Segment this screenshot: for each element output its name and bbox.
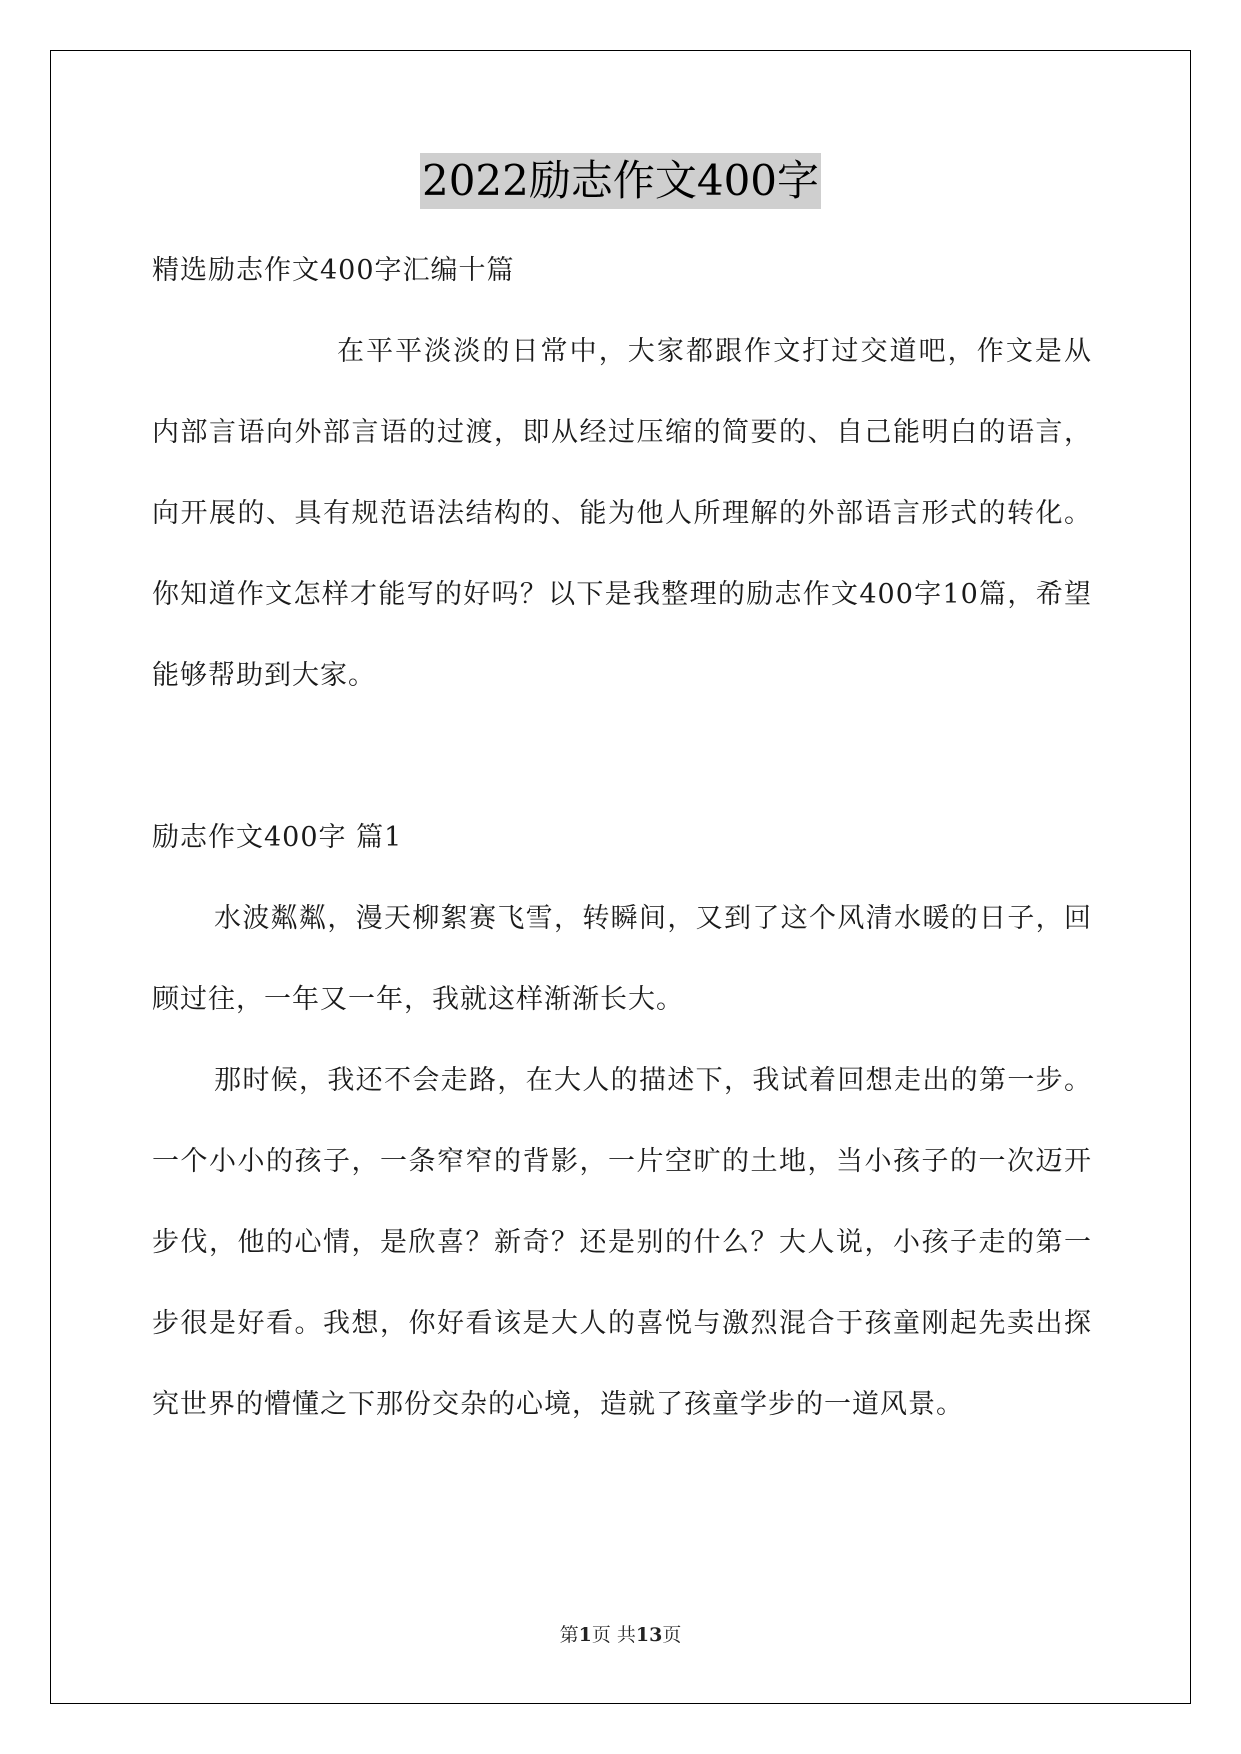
intro-paragraph: 在平平淡淡的日常中，大家都跟作文打过交道吧，作文是从内部言语向外部言语的过渡，即从经过压缩的简要的、自己能明白的语言，向开展的、具有规范语法结构的、能为他人所理解的外部语言形式的转化。你知道作文怎样才能写的好吗？以下是我整理的励志作文400字10篇，希望能够帮助到大家。 [152, 336, 1092, 691]
document-body [152, 230, 1092, 1445]
page-footer [0, 1622, 1241, 1648]
body-paragraph: 水波粼粼，漫天柳絮赛飞雪，转瞬间，又到了这个风清水暖的日子，回顾过往，一年又一年，我就这样渐渐长大。 [152, 903, 1092, 1015]
total-page-number: 13 [635, 1624, 663, 1646]
footer-prefix: 第 [559, 1624, 579, 1646]
title-container [0, 153, 1241, 209]
document-title: 2022励志作文400字 [420, 153, 821, 209]
current-page-number: 1 [578, 1624, 592, 1646]
blank-line [152, 716, 1092, 797]
body-paragraph: 那时候，我还不会走路，在大人的描述下，我试着回想走出的第一步。一个小小的孩子，一条窄窄的背影，一片空旷的土地，当小孩子的一次迈开步伐，他的心情，是欣喜？新奇？还是别的什么？大人说，小孩子走的第一步很是好看。我想，你好看该是大人的喜悦与激烈混合于孩童刚起先卖出探究世界的懵懂之下那份交杂的心境，造就了孩童学步的一道风景。 [152, 1065, 1092, 1420]
footer-mid: 页 共 [591, 1624, 636, 1646]
document-subtitle: 精选励志作文400字汇编十篇 [152, 255, 515, 286]
section-heading: 励志作文400字 篇1 [152, 822, 403, 853]
footer-suffix: 页 [662, 1624, 682, 1646]
